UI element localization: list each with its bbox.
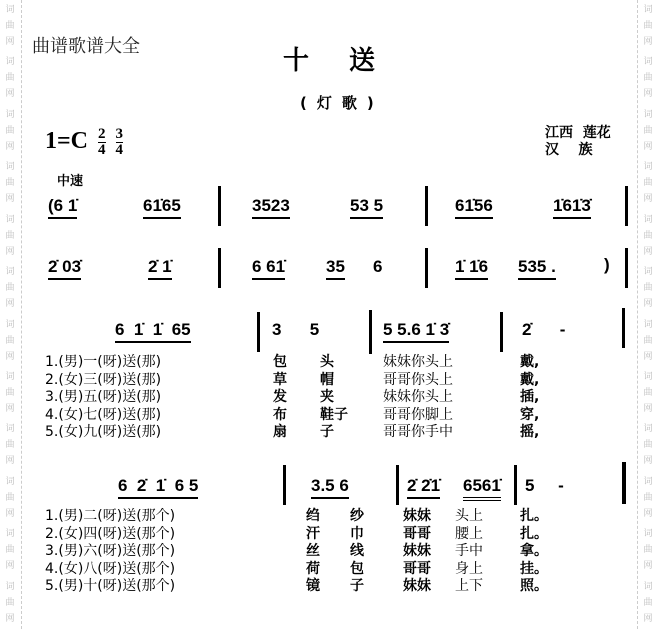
intro-note-group: 61̇56 [455,196,493,219]
watermark-char: 网 [643,194,653,205]
watermark-char: 网 [643,403,653,414]
lyric-phrase: 妹妹你头上 [383,354,453,370]
lyric-word: 汗 [306,525,320,542]
lyric-phrase: 哥哥 [403,525,431,542]
bar-line [218,248,221,288]
lyric-phrase: 哥哥你手中 [383,424,453,440]
watermark-char: 曲 [643,178,653,189]
bar-line [425,248,428,288]
watermark-char: 词 [5,371,15,382]
watermark-char: 曲 [643,387,653,398]
bar-line [500,312,503,352]
watermark-char: 曲 [643,125,653,136]
song-title: 十送 [283,46,416,76]
intro-note-group: 6 [373,257,383,276]
watermark-char: 网 [5,246,15,257]
watermark-char: 词 [643,214,653,225]
intro-note-group: 3523 [252,196,290,219]
intro-note-group: 2̇ 03̇ [48,257,81,280]
watermark-char: 曲 [643,440,653,451]
watermark-char: 网 [5,613,15,624]
watermark-char: 网 [5,194,15,205]
watermark-char: 词 [643,5,653,15]
lyric-end: 扎。 [520,525,548,542]
bar-line [257,312,260,352]
watermark-char: 曲 [5,440,15,451]
watermark-char: 词 [5,109,15,120]
bar-line [625,186,628,226]
watermark-right [638,0,658,631]
watermark-char: 曲 [643,545,653,556]
lyric-end: 扎。 [520,508,548,524]
margin-line-left [21,0,22,629]
lyric-line-lead: 1.(男)一(呀)送(那) [45,354,162,370]
lyric-end: 插, [520,389,540,405]
intro-note-group: 53 5 [350,196,383,219]
final-bar-line [622,462,626,504]
watermark-char: 曲 [5,230,15,241]
lyric-word: 纱 [350,508,364,524]
lyric-word: 布 [273,406,287,423]
lyric-word: 发 [273,389,287,405]
intro-note-group: 1̇ 1̇6 [455,257,488,280]
intro-note-group: 1̇61̇3̇ [553,196,591,219]
intro-note-group: (6 1̇ [48,196,77,219]
watermark-char: 网 [643,37,653,47]
watermark-char: 词 [643,162,653,173]
lyric-word: 子 [350,578,364,594]
watermark-char: 词 [5,319,15,330]
watermark-char: 曲 [5,178,15,189]
watermark-char: 词 [643,267,653,278]
lyric-phrase: 腰上 [455,525,483,542]
intro-note-group: 35 [326,257,345,280]
watermark-char: 网 [643,351,653,362]
bar-line [622,308,625,348]
melody-measure: 2̇ - [522,320,566,339]
watermark-char: 曲 [643,492,653,503]
watermark-char: 曲 [643,73,653,84]
melody-measure: 3.5 6 [311,476,349,499]
bar-line [514,465,517,505]
lyric-word: 头 [320,354,334,370]
bar-line [396,465,399,505]
watermark-char: 网 [643,613,653,624]
watermark-char: 词 [5,581,15,592]
key-signature [45,127,123,158]
lyric-end: 照。 [520,578,548,594]
bar-line [369,310,372,354]
lyric-word: 草 [273,371,287,388]
watermark-char: 曲 [5,545,15,556]
lyric-word: 夹 [320,389,334,405]
watermark-char: 网 [5,89,15,100]
watermark-char: 曲 [643,597,653,608]
bar-line [283,465,286,505]
melody-measure: 2̇ 2̇1̇ [407,476,440,499]
key-label: 1=C [45,128,89,155]
watermark-char: 曲 [5,335,15,346]
watermark-char: 词 [5,476,15,487]
bar-line [625,248,628,288]
lyric-phrase: 身上 [455,560,483,577]
watermark-char: 词 [643,109,653,120]
watermark-char: 词 [5,267,15,278]
watermark-char: 曲 [5,492,15,503]
watermark-char: 词 [643,424,653,435]
lyric-phrase: 哥哥你头上 [383,371,453,388]
lyric-phrase: 妹妹 [403,578,431,594]
lyric-end: 穿, [520,406,540,423]
melody-measure: 6561̇ [463,476,501,501]
lyric-line-lead: 5.(女)九(呀)送(那) [45,424,162,440]
lyric-phrase: 上下 [455,578,483,594]
lyric-end: 戴, [520,354,540,370]
lyric-line-lead: 2.(女)四(呀)送(那个) [45,525,176,542]
watermark-char: 词 [5,162,15,173]
watermark-char: 词 [643,529,653,540]
melody-measure: 3 5 [272,320,320,339]
song-origin: 江西 莲花 汉 族 [545,125,611,158]
lyric-phrase: 手中 [455,543,483,559]
lyric-phrase: 妹妹 [403,543,431,559]
watermark-char: 词 [5,214,15,225]
lyric-word: 线 [350,543,364,559]
lyric-word: 包 [273,354,287,370]
lyric-word: 荷 [306,560,320,577]
watermark-char: 网 [5,508,15,519]
watermark-char: 词 [5,5,15,15]
intro-note-group: 6 61̇ [252,257,285,280]
lyric-end: 摇, [520,424,540,440]
lyric-phrase: 哥哥你脚上 [383,406,453,423]
lyric-word: 帽 [320,371,334,388]
watermark-char: 词 [5,57,15,68]
watermark-char: 曲 [5,125,15,136]
lyric-phrase: 妹妹你头上 [383,389,453,405]
watermark-char: 网 [643,561,653,572]
melody-measure: 5 - [525,476,564,495]
watermark-char: 曲 [643,21,653,31]
watermark-char: 曲 [5,21,15,31]
lyric-word: 丝 [306,543,320,559]
time-signature-2: $\frac{3}{4}$ [115,126,124,158]
lyric-end: 拿。 [520,543,548,559]
lyric-word: 巾 [350,525,364,542]
watermark-char: 网 [643,246,653,257]
lyric-word: 扇 [273,424,287,440]
lyric-line-lead: 3.(男)六(呀)送(那个) [45,543,176,559]
lyric-line-lead: 3.(男)五(呀)送(那) [45,389,162,405]
watermark-char: 网 [5,351,15,362]
bar-line [218,186,221,226]
site-name: 曲谱歌谱大全 [32,36,140,57]
intro-close-paren: ) [604,255,610,274]
intro-note-group: 61̇65 [143,196,181,219]
watermark-char: 词 [643,319,653,330]
song-subtitle: (灯歌) [300,94,384,112]
margin-line-right [637,0,638,629]
lyric-line-lead: 4.(女)七(呀)送(那) [45,406,162,423]
watermark-char: 曲 [5,387,15,398]
melody-measure: 6 1̇ 1̇ 65 [115,320,191,343]
lyric-word: 包 [350,560,364,577]
intro-note-group: 535 . [518,257,556,280]
lyric-word: 绉 [306,508,320,524]
watermark-char: 网 [643,508,653,519]
melody-measure: 6 2̇ 1̇ 6 5 [118,476,198,499]
time-signature-1: $\frac{2}{4}$ [98,126,106,158]
watermark-char: 词 [5,529,15,540]
watermark-char: 网 [5,561,15,572]
watermark-char: 网 [643,141,653,152]
watermark-char: 曲 [5,73,15,84]
lyric-word: 子 [320,424,334,440]
watermark-char: 词 [643,581,653,592]
lyric-end: 戴, [520,371,540,388]
watermark-char: 曲 [5,597,15,608]
lyric-phrase: 哥哥 [403,560,431,577]
watermark-char: 词 [643,371,653,382]
watermark-char: 网 [643,89,653,100]
lyric-line-lead: 1.(男)二(呀)送(那个) [45,508,176,524]
lyric-end: 挂。 [520,560,548,577]
watermark-char: 网 [5,299,15,310]
watermark-char: 曲 [643,283,653,294]
watermark-left [0,0,20,631]
lyric-word: 鞋子 [320,406,348,423]
watermark-char: 词 [5,424,15,435]
watermark-char: 词 [643,57,653,68]
melody-measure: 5 5.6 1̇ 3̇ [383,320,449,343]
lyric-line-lead: 5.(男)十(呀)送(那个) [45,578,176,594]
watermark-char: 网 [643,456,653,467]
watermark-char: 网 [5,37,15,47]
watermark-char: 曲 [643,335,653,346]
watermark-char: 词 [643,476,653,487]
intro-note-group: 2̇ 1̇ [148,257,172,280]
bar-line [425,186,428,226]
watermark-char: 曲 [5,283,15,294]
lyric-word: 镜 [306,578,320,594]
lyric-phrase: 头上 [455,508,483,524]
watermark-char: 网 [643,299,653,310]
lyric-line-lead: 4.(女)八(呀)送(那个) [45,560,176,577]
watermark-char: 网 [5,141,15,152]
tempo-marking: 中速 [57,174,84,189]
watermark-char: 网 [5,456,15,467]
lyric-line-lead: 2.(女)三(呀)送(那) [45,371,162,388]
watermark-char: 曲 [643,230,653,241]
lyric-phrase: 妹妹 [403,508,431,524]
watermark-char: 网 [5,403,15,414]
